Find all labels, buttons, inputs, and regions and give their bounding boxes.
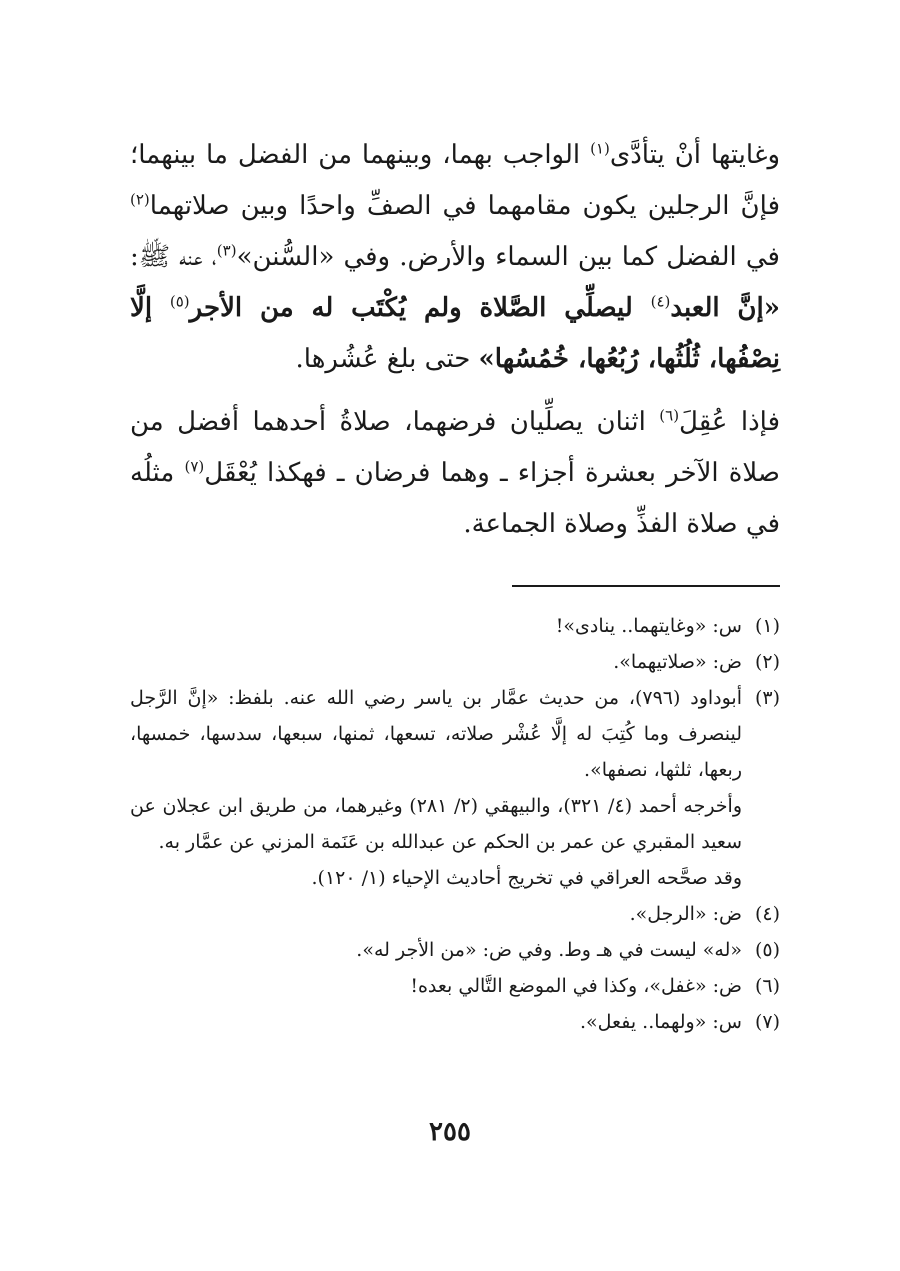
text-segment: في الفضل كما بين السماء والأرض. وفي «السُّنن» <box>236 242 780 272</box>
footnote <box>130 680 780 896</box>
footnote-number: (٤) <box>754 903 780 925</box>
footnote-number: (٢) <box>754 651 780 673</box>
footnote <box>130 896 780 932</box>
hadith-text: ليصلِّي الصَّلاة ولم يُكْتَب له من الأجر <box>189 293 651 323</box>
hadith-text: إلَّا نِصْفُها، ثُلُثُها، رُبُعُها، خُمُسُها» <box>130 293 780 374</box>
footnote-number: (١) <box>754 615 780 637</box>
page-number: ٢٥٥ <box>429 1117 471 1147</box>
hadith-text: «إنَّ العبد <box>670 293 780 323</box>
footnote <box>130 932 780 968</box>
footnote-number: (٥) <box>754 939 780 961</box>
footnote-text <box>130 932 742 968</box>
footnote-line: ض: «غفل»، وكذا في الموضع التَّالي بعده! <box>410 975 742 997</box>
footnote-marker[interactable]: (١) <box>590 139 610 158</box>
footnote-text <box>130 896 742 932</box>
paragraph-2 <box>130 397 780 550</box>
footnote-line: ض: «الرجل». <box>629 903 742 925</box>
footnote-text <box>130 644 742 680</box>
footnote <box>130 608 780 644</box>
text-segment: مثلُه في صلاة الفذِّ وصلاة الجماعة. <box>130 458 780 539</box>
footnote-marker[interactable]: (٦) <box>659 406 680 425</box>
footnote <box>130 644 780 680</box>
footnote-number: (٧) <box>754 1011 780 1033</box>
text-segment: اثنان يصلِّيان فرضهما، صلاةُ أحدهما أفضل من صلاة الآخر بعشرة أجزاء ـ وهما فرضان ـ فهكذا يُعْقَل <box>130 407 780 488</box>
footnote-text <box>130 608 742 644</box>
footnote-number: (٦) <box>754 975 780 997</box>
footnote-marker[interactable]: (٧) <box>184 457 205 476</box>
text-segment: حتى بلغ عُشُرها. <box>295 344 479 374</box>
book-page <box>130 130 780 1271</box>
footnote-marker[interactable]: (٥) <box>169 292 190 311</box>
footnote-marker[interactable]: (٢) <box>130 190 150 209</box>
footnote-text <box>130 1004 742 1040</box>
footnote-line: وأخرجه أحمد (٤/ ٣٢١)، والبيهقي (٢/ ٢٨١) وغيرهما، من طريق ابن عجلان عن سعيد المقبري عن عمر بن الحكم عن عبدالله بن عَنَمة المزني عن عمَّار به. <box>130 795 742 853</box>
footnote <box>130 968 780 1004</box>
footnote-text <box>130 968 742 1004</box>
text-segment: فإذا عُقِلَ <box>679 407 780 437</box>
footnote-line: ض: «صلاتيهما». <box>613 651 742 673</box>
text-segment: وغايتها أنْ يتأدَّى <box>609 140 780 170</box>
footnote-line: س: «ولهما.. يفعل». <box>580 1011 742 1033</box>
footnote-line: أبوداود (٧٩٦)، من حديث عمَّار بن ياسر رضي الله عنه. بلفظ: «إنَّ الرَّجل لينصرف وما كُتِبَ له إلَّا عُشْر صلاته، تسعها، ثمنها، سبعها، سدسها، خمسها، ربعها، ثلثها، نصفها». <box>130 687 742 781</box>
footnotes <box>130 608 780 1040</box>
footnote-divider <box>512 585 780 587</box>
footnote-line: «له» ليست في هـ وط. وفي ض: «من الأجر له». <box>356 939 742 961</box>
text-segment: الواجب بهما، وبينهما من الفضل ما بينهما؛ فإنَّ الرجلين يكون مقامهما في الصفِّ واحدًا وبين صلاتهما <box>130 140 780 221</box>
footnote-line: س: «وغايتهما.. ينادى»! <box>555 615 742 637</box>
text-segment: ، عنه ﷺ: <box>130 242 217 272</box>
paragraph-1 <box>130 130 780 385</box>
footnote <box>130 1004 780 1040</box>
main-text <box>130 130 780 550</box>
footnote-number: (٣) <box>754 687 780 709</box>
footnote-text <box>130 680 742 896</box>
footnote-marker[interactable]: (٣) <box>216 241 237 260</box>
footnote-marker[interactable]: (٤) <box>650 292 671 311</box>
footnote-line: وقد صحَّحه العراقي في تخريج أحاديث الإحياء (١/ ١٢٠). <box>311 867 742 889</box>
